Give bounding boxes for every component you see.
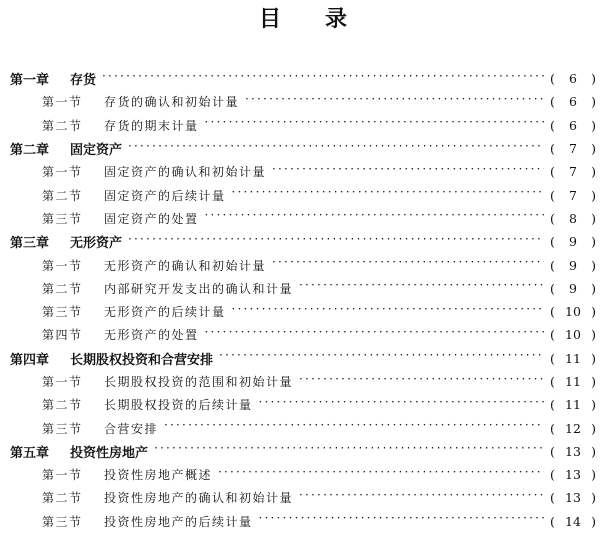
close-paren: ) bbox=[591, 141, 596, 157]
page-reference bbox=[550, 258, 596, 273]
toc-chapter-row[interactable] bbox=[10, 67, 596, 90]
toc-section-row[interactable] bbox=[10, 300, 596, 323]
chapter-title: 投资性房地产 bbox=[70, 445, 149, 461]
section-title: 长期股权投资的后续计量 bbox=[104, 398, 253, 413]
page-reference bbox=[550, 467, 596, 482]
toc-chapter-row[interactable] bbox=[10, 137, 596, 160]
section-number: 第三节 bbox=[42, 514, 83, 529]
toc-section-row[interactable] bbox=[10, 370, 596, 393]
page-reference bbox=[550, 327, 596, 342]
section-number: 第一节 bbox=[42, 468, 83, 483]
section-number: 第一节 bbox=[42, 258, 83, 273]
dot-leader bbox=[259, 400, 544, 410]
close-paren: ) bbox=[591, 374, 596, 389]
section-number: 第二节 bbox=[42, 398, 83, 413]
open-paren: ( bbox=[550, 304, 555, 320]
open-paren: ( bbox=[550, 187, 555, 203]
chapter-number: 第五章 bbox=[10, 445, 50, 461]
toc-section-row[interactable] bbox=[10, 510, 596, 533]
section-title: 投资性房地产的后续计量 bbox=[104, 514, 253, 529]
page-number: 10 bbox=[565, 304, 581, 320]
section-title: 固定资产的确认和初始计量 bbox=[104, 165, 267, 180]
section-number: 第一节 bbox=[42, 95, 83, 110]
close-paren: ) bbox=[591, 164, 596, 180]
chapter-title: 长期股权投资和合营安排 bbox=[70, 352, 214, 368]
page-number: 11 bbox=[565, 350, 581, 366]
chapter-number: 第四章 bbox=[10, 352, 50, 368]
open-paren: ( bbox=[550, 257, 555, 273]
close-paren: ) bbox=[591, 467, 596, 483]
close-paren: ) bbox=[591, 397, 596, 413]
page-reference bbox=[550, 421, 596, 436]
page-number: 9 bbox=[569, 257, 577, 273]
open-paren: ( bbox=[550, 350, 555, 366]
section-title: 存货的确认和初始计量 bbox=[104, 95, 240, 110]
section-number: 第二节 bbox=[42, 188, 83, 203]
page-number: 9 bbox=[569, 280, 577, 296]
title-char-right: 录 bbox=[325, 6, 350, 32]
section-number: 第二节 bbox=[42, 491, 83, 506]
section-title: 无形资产的确认和初始计量 bbox=[104, 258, 267, 273]
page-number: 11 bbox=[565, 374, 581, 389]
close-paren: ) bbox=[591, 71, 596, 87]
open-paren: ( bbox=[550, 71, 555, 87]
page-reference bbox=[550, 444, 596, 459]
page-number: 13 bbox=[565, 490, 581, 506]
toc-section-row[interactable] bbox=[10, 114, 596, 137]
section-title: 投资性房地产的确认和初始计量 bbox=[104, 491, 294, 506]
section-number: 第三节 bbox=[42, 421, 83, 436]
open-paren: ( bbox=[550, 327, 555, 343]
open-paren: ( bbox=[550, 443, 555, 459]
page-number: 8 bbox=[569, 210, 577, 226]
open-paren: ( bbox=[550, 397, 555, 413]
toc-section-row[interactable] bbox=[10, 416, 596, 439]
toc-section-row[interactable] bbox=[10, 160, 596, 183]
close-paren: ) bbox=[591, 234, 596, 250]
section-title: 长期股权投资的范围和初始计量 bbox=[104, 375, 294, 389]
section-title: 固定资产的后续计量 bbox=[104, 188, 226, 203]
open-paren: ( bbox=[550, 141, 555, 157]
page-number: 13 bbox=[565, 443, 581, 459]
page-reference bbox=[550, 304, 596, 319]
page-number: 6 bbox=[569, 117, 577, 133]
section-title: 无形资产的后续计量 bbox=[104, 305, 226, 320]
section-number: 第二节 bbox=[42, 281, 83, 296]
open-paren: ( bbox=[550, 234, 555, 250]
dot-leader bbox=[128, 237, 544, 247]
page-number: 9 bbox=[569, 234, 577, 250]
page-number: 6 bbox=[569, 71, 577, 87]
page-number: 6 bbox=[569, 94, 577, 110]
page-number: 7 bbox=[569, 187, 577, 203]
close-paren: ) bbox=[591, 304, 596, 320]
section-title: 无形资产的处置 bbox=[104, 328, 199, 343]
open-paren: ( bbox=[550, 374, 555, 389]
section-title: 投资性房地产概述 bbox=[104, 468, 213, 483]
toc-section-row[interactable] bbox=[10, 207, 596, 230]
page-number: 12 bbox=[565, 420, 581, 436]
open-paren: ( bbox=[550, 280, 555, 296]
page-reference bbox=[550, 188, 596, 203]
toc-section-row[interactable] bbox=[10, 463, 596, 486]
page-number: 14 bbox=[565, 513, 581, 529]
open-paren: ( bbox=[550, 117, 555, 133]
dot-leader bbox=[205, 120, 544, 130]
open-paren: ( bbox=[550, 513, 555, 529]
open-paren: ( bbox=[550, 490, 555, 506]
toc-section-row[interactable] bbox=[10, 253, 596, 276]
open-paren: ( bbox=[550, 467, 555, 483]
title-char-left: 目 bbox=[258, 6, 283, 32]
dot-leader bbox=[299, 377, 544, 387]
close-paren: ) bbox=[591, 117, 596, 133]
section-number: 第三节 bbox=[42, 305, 83, 320]
open-paren: ( bbox=[550, 210, 555, 226]
section-number: 第三节 bbox=[42, 211, 83, 226]
close-paren: ) bbox=[591, 327, 596, 343]
page-reference bbox=[550, 211, 596, 226]
chapter-title: 存货 bbox=[70, 73, 97, 89]
dot-leader bbox=[299, 283, 544, 293]
dot-leader bbox=[154, 446, 544, 456]
close-paren: ) bbox=[591, 280, 596, 296]
close-paren: ) bbox=[591, 350, 596, 366]
chapter-title: 无形资产 bbox=[70, 236, 123, 252]
toc-section-row[interactable] bbox=[10, 277, 596, 300]
dot-leader bbox=[102, 74, 544, 84]
page-reference bbox=[550, 351, 596, 366]
section-title: 合营安排 bbox=[104, 421, 159, 436]
dot-leader bbox=[232, 190, 544, 200]
page-reference bbox=[550, 234, 596, 249]
page-number: 7 bbox=[569, 141, 577, 157]
close-paren: ) bbox=[591, 513, 596, 529]
page-reference bbox=[550, 141, 596, 156]
open-paren: ( bbox=[550, 164, 555, 180]
chapter-title: 固定资产 bbox=[70, 143, 123, 159]
section-number: 第二节 bbox=[42, 118, 83, 133]
table-of-contents bbox=[10, 67, 596, 533]
close-paren: ) bbox=[591, 443, 596, 459]
chapter-number: 第二章 bbox=[10, 143, 50, 159]
toc-section-row[interactable] bbox=[10, 393, 596, 416]
toc-chapter-row[interactable] bbox=[10, 230, 596, 253]
page-reference bbox=[550, 164, 596, 179]
close-paren: ) bbox=[591, 490, 596, 506]
section-number: 第四节 bbox=[42, 328, 83, 343]
dot-leader bbox=[219, 353, 544, 363]
page-reference bbox=[550, 71, 596, 86]
dot-leader bbox=[259, 516, 544, 526]
page-number: 7 bbox=[569, 164, 577, 180]
dot-leader bbox=[164, 423, 544, 433]
toc-section-row[interactable] bbox=[10, 90, 596, 113]
dot-leader bbox=[245, 97, 544, 107]
dot-leader bbox=[299, 493, 544, 503]
close-paren: ) bbox=[591, 210, 596, 226]
close-paren: ) bbox=[591, 187, 596, 203]
dot-leader bbox=[232, 307, 544, 317]
open-paren: ( bbox=[550, 94, 555, 110]
close-paren: ) bbox=[591, 257, 596, 273]
page-reference bbox=[550, 118, 596, 133]
page-number: 13 bbox=[565, 467, 581, 483]
section-title: 固定资产的处置 bbox=[104, 211, 199, 226]
chapter-number: 第一章 bbox=[10, 73, 50, 89]
toc-section-row[interactable] bbox=[10, 486, 596, 509]
toc-chapter-row[interactable] bbox=[10, 347, 596, 370]
page-reference bbox=[550, 490, 596, 505]
page-number: 11 bbox=[565, 397, 581, 413]
dot-leader bbox=[218, 470, 544, 480]
dot-leader bbox=[205, 213, 544, 223]
toc-section-row[interactable] bbox=[10, 183, 596, 206]
page-number: 10 bbox=[565, 327, 581, 343]
section-title: 内部研究开发支出的确认和计量 bbox=[104, 281, 294, 296]
page-title bbox=[0, 4, 608, 34]
dot-leader bbox=[272, 260, 544, 270]
chapter-number: 第三章 bbox=[10, 236, 50, 252]
page-reference bbox=[550, 94, 596, 109]
section-number: 第一节 bbox=[42, 375, 83, 389]
section-title: 存货的期末计量 bbox=[104, 118, 199, 133]
page-reference bbox=[550, 281, 596, 296]
close-paren: ) bbox=[591, 94, 596, 110]
open-paren: ( bbox=[550, 420, 555, 436]
toc-section-row[interactable] bbox=[10, 323, 596, 346]
page-reference bbox=[550, 397, 596, 412]
dot-leader bbox=[128, 144, 544, 154]
close-paren: ) bbox=[591, 420, 596, 436]
section-number: 第一节 bbox=[42, 165, 83, 180]
toc-chapter-row[interactable] bbox=[10, 440, 596, 463]
dot-leader bbox=[272, 167, 544, 177]
page-reference bbox=[550, 514, 596, 529]
dot-leader bbox=[205, 330, 544, 340]
page-reference bbox=[550, 374, 596, 389]
